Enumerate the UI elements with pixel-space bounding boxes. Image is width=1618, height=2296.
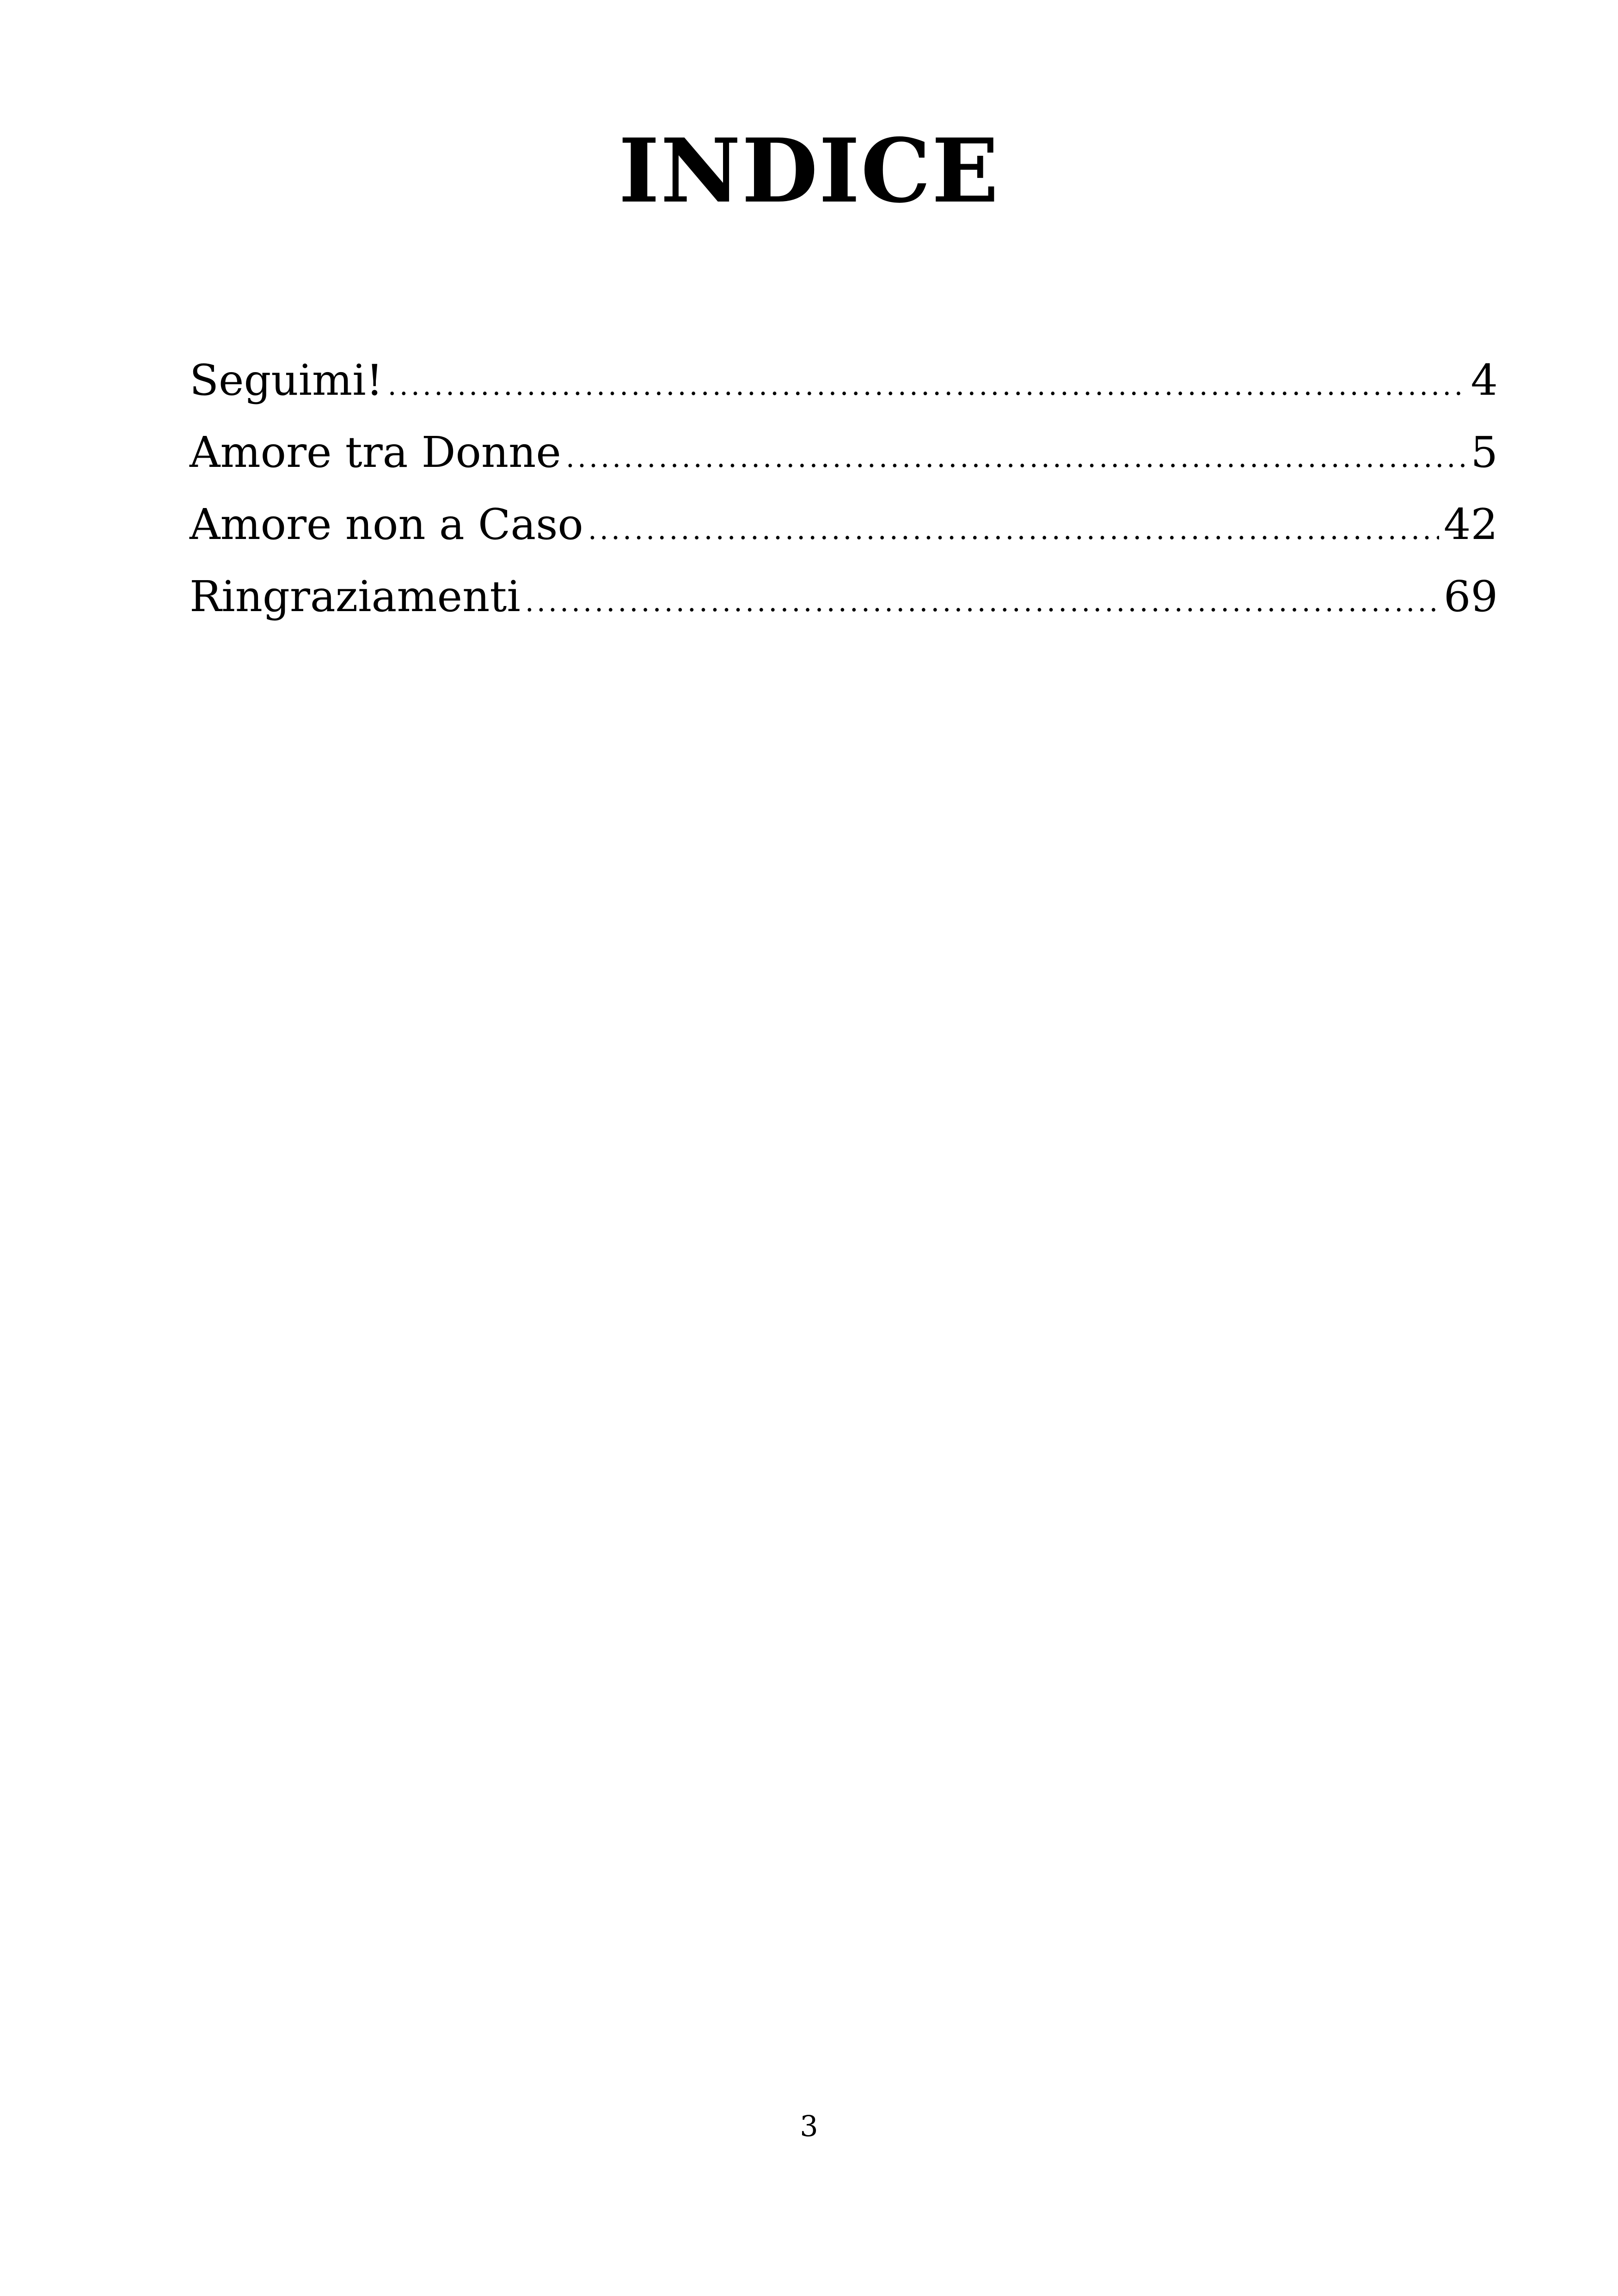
toc-dot-leader <box>588 494 1439 566</box>
toc-entry-label: Amore non a Caso <box>190 500 583 549</box>
toc-entry-amore-non-a-caso[interactable] <box>190 489 1498 561</box>
toc-entry-label: Seguimi! <box>190 355 383 405</box>
toc-dot-leader <box>388 349 1466 422</box>
toc-entry-page: 42 <box>1443 500 1498 549</box>
page-title: INDICE <box>618 119 1000 222</box>
toc-entry-page: 69 <box>1443 572 1498 621</box>
toc-dot-leader <box>525 566 1439 638</box>
toc-entry-label: Amore tra Donne <box>190 428 561 477</box>
toc-entry-ringraziamenti[interactable] <box>190 561 1498 633</box>
toc-entry-page: 5 <box>1471 428 1498 477</box>
toc-entry-label: Ringraziamenti <box>190 572 521 621</box>
toc-entry-seguimi[interactable] <box>190 344 1498 416</box>
toc-entry-amore-tra-donne[interactable] <box>190 416 1498 489</box>
toc-entry-page: 4 <box>1471 355 1498 405</box>
toc-dot-leader <box>566 422 1466 494</box>
page-number: 3 <box>800 2109 818 2143</box>
table-of-contents <box>190 344 1498 633</box>
